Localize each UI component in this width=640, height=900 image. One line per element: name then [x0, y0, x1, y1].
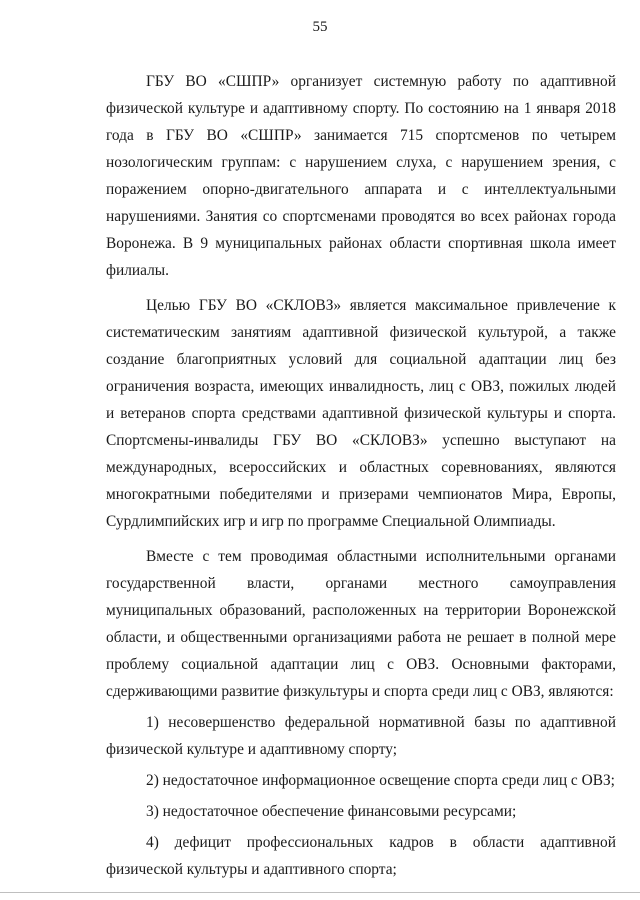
page-number: 55 [312, 19, 328, 35]
body-text [106, 68, 616, 887]
list-item-2: 2) недостаточное информационное освещение спорта среди лиц с ОВЗ; [146, 772, 615, 789]
list-item-3: 3) недостаточное обеспечение финансовыми ресурсами; [146, 803, 517, 820]
paragraph-sshpr: ГБУ ВО «СШПР» организует системную работу по адаптивной физической культуре и адаптивному спорту. По состоянию на 1 января 2018 года в ГБУ ВО «СШПР» занимается 715 спортсменов по четырем нозологическим группам: с нарушением слуха, с нарушением зрения, с поражением опорно-двигательного аппарата и с интеллектуальными нарушениями. Занятия со спортсменами проводятся во всех районах города Воронежа. В 9 муниципальных районах области спортивная школа имеет филиалы. [106, 73, 616, 279]
paragraph-sklovz: Целью ГБУ ВО «СКЛОВЗ» является максимальное привлечение к систематическим занятиям адаптивной физической культурой, а также создание благоприятных условий для социальной адаптации лиц без ограничения возраста, имеющих инвалидность, лиц с ОВЗ, пожилых людей и ветеранов спорта средствами адаптивной физической культуры и спорта. Спортсмены-инвалиды ГБУ ВО «СКЛОВЗ» успешно выступают на международных, всероссийских и областных соревнованиях, являются многократными победителями и призерами чемпионатов Мира, Европы, Сурдлимпийских игр и игр по программе Специальной Олимпиады. [106, 297, 616, 530]
paragraph-factors-intro: Вместе с тем проводимая областными исполнительными органами государственной власти, органами местного самоуправления муниципальных образований, расположенных на территории Воронежской области, и общественными организациями работа не решает в полной мере проблему социальной адаптации лиц с ОВЗ. Основными факторами, сдерживающими развитие физкультуры и спорта среди лиц с ОВЗ, являются: [106, 548, 616, 700]
list-item-4: 4) дефицит профессиональных кадров в области адаптивной физической культуры и адаптивного спорта; [106, 834, 616, 878]
list-item-1: 1) несовершенство федеральной нормативной базы по адаптивной физической культуре и адаптивному спорту; [106, 714, 616, 758]
page-bottom-edge [0, 892, 640, 893]
